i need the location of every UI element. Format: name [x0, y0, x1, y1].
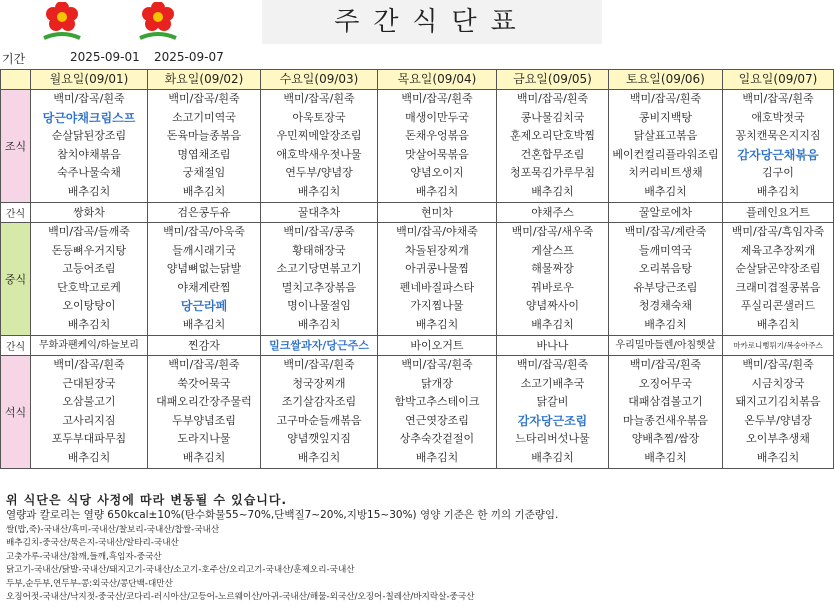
dinner-cell — [723, 356, 834, 469]
menu-item: 배추김치 — [415, 450, 459, 464]
menu-item: 궁채절임 — [182, 166, 226, 180]
menu-item: 백미/잡곡/계란죽 — [624, 225, 707, 238]
lunch-cell — [497, 223, 609, 336]
origin-line: 쌀(밥,죽)-국내산/흑미-국내산/찰보리-국내산/찹쌀-국내산 — [6, 525, 220, 535]
lunch-cell — [148, 223, 261, 336]
menu-item: 백미/잡곡/흰죽 — [516, 358, 589, 371]
day-header: 목요일(09/04) — [378, 70, 497, 90]
menu-item: 멸치고추장볶음 — [281, 280, 357, 294]
menu-item: 당근야채크림스프 — [42, 110, 136, 125]
menu-item: 양념뼈없는닭발 — [166, 262, 242, 276]
day-header: 금요일(09/05) — [497, 70, 609, 90]
menu-item: 백미/잡곡/새우죽 — [511, 225, 594, 238]
period-label: 기간 — [2, 52, 26, 66]
menu-item: 오이탕탕이 — [62, 299, 116, 313]
menu-item: 배추김치 — [756, 184, 800, 198]
menu-item: 배추김치 — [644, 317, 687, 331]
menu-item: 맛살어묵볶음 — [405, 147, 469, 161]
menu-item: 백미/잡곡/흰죽 — [401, 358, 473, 371]
menu-item: 오징어무국 — [638, 376, 693, 390]
breakfast-cell — [261, 90, 378, 203]
breakfast-cell — [497, 90, 609, 203]
menu-item: 소고기미역국 — [172, 110, 236, 124]
menu-item: 당근라페 — [180, 299, 228, 314]
day-header-row — [1, 70, 834, 90]
menu-item: 소고기당면볶고기 — [276, 262, 362, 276]
menu-item: 연근엿장조림 — [405, 413, 469, 427]
menu-item: 배추김치 — [182, 184, 226, 198]
menu-item: 돈육마늘종볶음 — [166, 129, 242, 143]
dinner-cell — [261, 356, 378, 469]
menu-item: 대패삼겹볼고기 — [628, 395, 703, 409]
weekly-menu-table — [0, 69, 834, 469]
menu-item: 감자당근조림 — [517, 413, 588, 428]
menu-item: 고등어조림 — [62, 262, 116, 276]
menu-item: 배추김치 — [297, 450, 341, 464]
menu-item: 대패오리간장주물럭 — [156, 395, 252, 409]
day-header: 화요일(09/02) — [148, 70, 261, 90]
menu-item: 청국장찌개 — [292, 376, 346, 390]
menu-item: 백미/잡곡/흰죽 — [629, 358, 702, 371]
menu-item: 들깨시래기국 — [172, 243, 236, 257]
origin-line: 고춧가루-국내산/참깨,들깨,흑임자-중국산 — [6, 551, 162, 562]
menu-item: 배추김치 — [415, 317, 459, 331]
menu-item: 콩비지백탕 — [638, 110, 693, 124]
menu-item: 배추김치 — [644, 450, 687, 464]
menu-item: 백미/잡곡/흰죽 — [401, 92, 473, 105]
menu-item: 건혼합무조림 — [520, 147, 585, 161]
menu-item: 백미/잡곡/흰죽 — [629, 92, 702, 105]
menu-item: 펜네바질파스타 — [399, 280, 475, 294]
menu-item: 도라지나물 — [177, 432, 231, 446]
snack-pm-cell: 바나나 — [497, 336, 609, 356]
menu-item: 시금치장국 — [751, 376, 805, 390]
dinner-cell — [148, 356, 261, 469]
menu-item: 닭살표고볶음 — [633, 129, 698, 143]
day-header: 월요일(09/01) — [31, 70, 148, 90]
snack-am-cell: 플레인요거트 — [723, 203, 834, 223]
menu-item: 배추김치 — [67, 450, 111, 464]
dinner-cell — [497, 356, 609, 469]
day-header: 토요일(09/06) — [609, 70, 723, 90]
snack-pm-cell: 무화과팬케익/하늘보리 — [31, 336, 148, 356]
menu-item: 백미/잡곡/흰죽 — [742, 92, 814, 105]
menu-item: 유부당근조림 — [633, 280, 698, 294]
menu-item: 돈등뼈우거지탕 — [51, 243, 127, 257]
menu-item: 닭갈비 — [536, 395, 569, 409]
origin-line: 오징어젓-국내산/낙지젓-중국산/코다리-러시아산/고등어-노르웨이산/아귀-국내산/해물-외국산/오징어-칠레산/바지락살-중국산 — [6, 592, 475, 603]
dinner-cell — [378, 356, 497, 469]
menu-item: 느타리버섯나물 — [515, 432, 590, 446]
notes-section — [6, 492, 826, 522]
corner-cell — [1, 70, 31, 90]
menu-item: 참치야채볶음 — [57, 147, 121, 161]
breakfast-cell — [31, 90, 148, 203]
menu-item: 베이컨컬리플라워조림 — [612, 147, 719, 161]
lunch-cell — [378, 223, 497, 336]
menu-item: 매생이만두국 — [405, 110, 469, 124]
menu-item: 닭개장 — [421, 376, 453, 390]
menu-item: 포두부대파무침 — [51, 432, 127, 446]
lunch-label: 중식 — [1, 223, 31, 336]
menu-item: 백미/잡곡/흰죽 — [283, 358, 355, 371]
notice-text: 위 식단은 식당 사정에 따라 변동될 수 있습니다. — [6, 493, 288, 507]
menu-item: 근대된장국 — [62, 376, 116, 390]
nutrition-text: 열량과 칼로리는 열량 650kcal±10%(탄수화물55~70%,단백질7~20%,지방15~30%) 영양 기준은 한 끼의 기준량임. — [6, 509, 559, 521]
menu-item: 양념깻잎지짐 — [287, 432, 351, 446]
menu-item: 가지찜나물 — [410, 299, 464, 313]
menu-item: 두부양념조림 — [172, 413, 236, 427]
snack-am-cell: 꿀알로에차 — [609, 203, 723, 223]
menu-item: 명이나물절임 — [287, 299, 351, 313]
origin-line: 두부,순두부,연두부-콩:외국산/콩단백-대만산 — [6, 578, 173, 589]
dinner-cell — [609, 356, 723, 469]
menu-item: 훈제오리단호박찜 — [509, 129, 595, 143]
am-snack-label: 간식 — [1, 203, 31, 223]
menu-item: 배추김치 — [67, 184, 111, 198]
snack-pm-cell: 우리밀마들렌/아침햇살 — [609, 336, 723, 356]
snack-pm-cell: 찐감자 — [148, 336, 261, 356]
breakfast-cell — [609, 90, 723, 203]
menu-item: 순살닭곤약장조림 — [735, 262, 821, 276]
menu-item: 배추김치 — [756, 317, 800, 331]
menu-item: 해물짜장 — [531, 262, 574, 276]
snack-am-cell: 쌍화차 — [31, 203, 148, 223]
menu-item: 아귀콩나물찜 — [405, 262, 469, 276]
lunch-row — [1, 223, 834, 336]
menu-item: 고사리지짐 — [62, 413, 116, 427]
dinner-cell — [31, 356, 148, 469]
snack-pm-cell: 밀크쌀과자/당근주스 — [261, 336, 378, 356]
menu-item: 청포묵김가루무침 — [509, 166, 595, 180]
menu-item: 우민찌메알장조림 — [276, 129, 362, 143]
menu-item: 백미/잡곡/흰죽 — [516, 92, 589, 105]
snack-am-cell: 꿀대추차 — [261, 203, 378, 223]
menu-item: 배추김치 — [531, 317, 574, 331]
menu-item: 마늘종건새우볶음 — [622, 413, 708, 427]
menu-item: 푸실리콘샐러드 — [740, 299, 816, 313]
flower-decoration — [30, 2, 205, 42]
menu-item: 오리볶음탕 — [638, 262, 693, 276]
menu-item: 백미/잡곡/흰죽 — [742, 358, 814, 371]
breakfast-label: 조식 — [1, 90, 31, 203]
lunch-cell — [609, 223, 723, 336]
lunch-cell — [723, 223, 834, 336]
menu-item: 감자당근채볶음 — [737, 147, 819, 162]
menu-item: 백미/잡곡/콩죽 — [283, 225, 355, 238]
menu-item: 함박고추스테이크 — [394, 395, 480, 409]
menu-item: 배추김치 — [415, 184, 459, 198]
menu-item: 배추김치 — [644, 184, 687, 198]
origin-line: 닭고기-국내산/닭발-국내산/돼지고기-국내산/소고기-호주산/오리고기-국내산/훈제오리-국내산 — [6, 565, 355, 576]
menu-item: 배추김치 — [756, 450, 800, 464]
menu-item: 양념오이지 — [410, 166, 464, 180]
menu-item: 백미/잡곡/아욱죽 — [163, 225, 245, 238]
menu-item: 야채계란찜 — [177, 280, 231, 294]
menu-item: 황태해장국 — [292, 243, 346, 257]
menu-item: 연두부/양념장 — [285, 166, 353, 180]
day-header: 수요일(09/03) — [261, 70, 378, 90]
period-start-date: 2025-09-01 — [70, 50, 140, 64]
snack-pm-cell: 마카로니뻥튀기/복숭아주스 — [723, 336, 834, 356]
menu-item: 오이부추생채 — [746, 432, 810, 446]
menu-item: 배추김치 — [297, 317, 341, 331]
menu-item: 양념짜사이 — [525, 299, 580, 313]
menu-item: 백미/잡곡/야채죽 — [396, 225, 478, 238]
day-header: 일요일(09/07) — [723, 70, 834, 90]
breakfast-row — [1, 90, 834, 203]
menu-item: 백미/잡곡/흑임자죽 — [731, 225, 825, 238]
menu-item: 명엽채조림 — [177, 147, 231, 161]
menu-item: 백미/잡곡/흰죽 — [168, 358, 240, 371]
menu-item: 백미/잡곡/흰죽 — [53, 92, 125, 105]
lunch-cell — [261, 223, 378, 336]
menu-item: 차돌된장찌개 — [405, 243, 469, 257]
menu-item: 배추김치 — [182, 317, 226, 331]
menu-item: 애호박새우젓나물 — [276, 147, 362, 161]
breakfast-cell — [148, 90, 261, 203]
menu-item: 순살닭된장조림 — [51, 129, 127, 143]
breakfast-cell — [378, 90, 497, 203]
menu-item: 조기살감자조림 — [281, 395, 357, 409]
menu-item: 양배추찜/쌈장 — [631, 432, 700, 446]
menu-item: 배추김치 — [531, 450, 574, 464]
menu-item: 김구이 — [762, 166, 794, 180]
menu-item: 백미/잡곡/흰죽 — [168, 92, 240, 105]
menu-item: 아욱토장국 — [292, 110, 346, 124]
snack-am-cell: 현미차 — [378, 203, 497, 223]
pm-snack-row — [1, 336, 834, 356]
menu-item: 소고기배추국 — [520, 376, 585, 390]
menu-item: 치커리비트생채 — [628, 166, 703, 180]
snack-pm-cell: 바이오거트 — [378, 336, 497, 356]
dinner-row — [1, 356, 834, 469]
menu-item: 크래미겹절콩볶음 — [735, 280, 821, 294]
menu-item: 배추김치 — [297, 184, 341, 198]
menu-item: 돈채우엉볶음 — [405, 129, 469, 143]
menu-item: 배추김치 — [531, 184, 574, 198]
menu-item: 쑥갓어묵국 — [177, 376, 231, 390]
menu-item: 백미/잡곡/흰죽 — [283, 92, 355, 105]
origin-line: 배추김치-중국산/묵은지-국내산/알타리-국내산 — [6, 538, 179, 549]
menu-item: 청경채숙채 — [638, 299, 693, 313]
menu-item: 돼지고기김치볶음 — [735, 395, 821, 409]
snack-am-cell: 검은콩두유 — [148, 203, 261, 223]
period-end-date: 2025-09-07 — [154, 50, 224, 64]
menu-item: 제육고추장찌개 — [740, 243, 816, 257]
lunch-cell — [31, 223, 148, 336]
page-title: 주간식단표 — [262, 0, 602, 44]
menu-item: 들깨미역국 — [638, 243, 693, 257]
menu-item: 단호박고로케 — [57, 280, 121, 294]
menu-item: 상추숙갓겉절이 — [399, 432, 475, 446]
snack-am-cell: 야채주스 — [497, 203, 609, 223]
am-snack-row — [1, 203, 834, 223]
menu-item: 배추김치 — [182, 450, 226, 464]
menu-item: 온두부/양념장 — [744, 413, 812, 427]
menu-item: 애호박젓국 — [751, 110, 805, 124]
menu-item: 오삼불고기 — [62, 395, 116, 409]
menu-item: 숙주나물숙채 — [57, 166, 121, 180]
menu-item: 배추김치 — [67, 317, 111, 331]
menu-item: 게살스프 — [531, 243, 574, 257]
menu-item: 백미/잡곡/흰죽 — [53, 358, 125, 371]
menu-item: 꽁치캔묵은지지짐 — [735, 129, 821, 143]
menu-item: 꿔바로우 — [531, 280, 574, 294]
origin-list — [6, 524, 746, 604]
breakfast-cell — [723, 90, 834, 203]
dinner-label: 석식 — [1, 356, 31, 469]
menu-item: 고구마순들깨볶음 — [276, 413, 362, 427]
menu-item: 백미/잡곡/들깨죽 — [48, 225, 130, 238]
menu-item: 콩나물김치국 — [520, 110, 585, 124]
pm-snack-label: 간식 — [1, 336, 31, 356]
